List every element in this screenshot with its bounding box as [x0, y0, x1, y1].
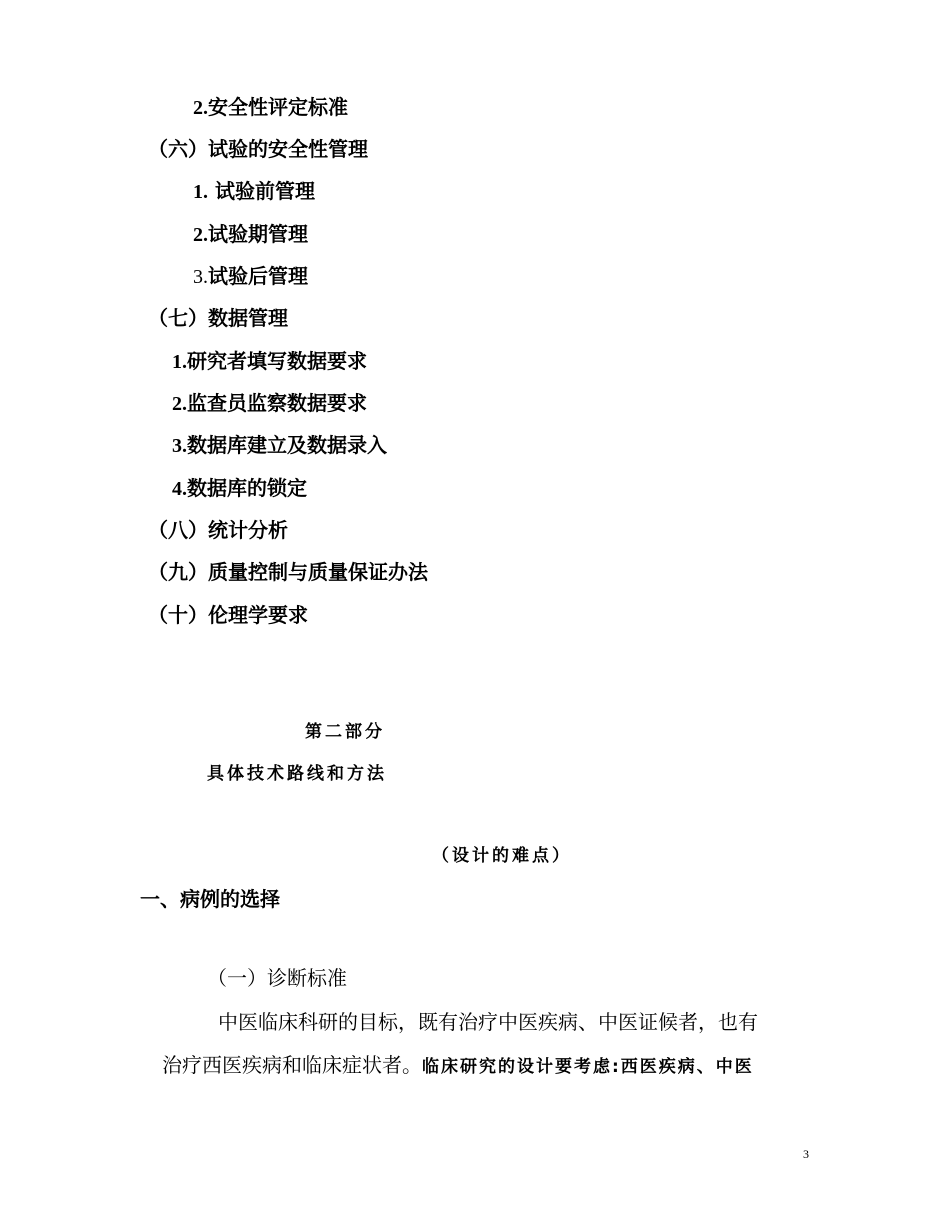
page-number: 3	[803, 1147, 809, 1161]
part2-subtitle: 具体技术路线和方法	[207, 764, 387, 784]
outline-section-6	[148, 139, 368, 159]
item-text: 试验后管理	[208, 264, 308, 288]
item-text: 数据库的锁定	[187, 476, 307, 500]
section-text: （八）统计分析	[148, 518, 288, 542]
item-number: 3.	[193, 266, 208, 288]
outline-item-monitor-data	[172, 393, 367, 414]
outline-item-pre-trial	[193, 181, 315, 202]
paragraph-emphasis-text: 临床研究的设计要考虑:西医疾病、中医	[422, 1057, 754, 1077]
item-text: 研究者填写数据要求	[187, 349, 367, 373]
item-number: 1.	[172, 351, 187, 373]
outline-item-safety-criteria	[193, 97, 348, 118]
item-number: 2.	[193, 97, 208, 119]
item-text: 试验前管理	[208, 179, 315, 203]
paragraph-plain-text: 治疗西医疾病和临床症状者。	[162, 1053, 422, 1077]
outline-item-post-trial	[193, 266, 308, 287]
part2-note: （设计的难点）	[432, 846, 572, 866]
item-number: 2.	[193, 224, 208, 246]
item-number: 1.	[193, 181, 208, 203]
item-number: 2.	[172, 393, 187, 415]
section1-sub-heading: （一）诊断标准	[207, 966, 347, 990]
section-text: （十）伦理学要求	[148, 603, 308, 627]
item-number: 4.	[172, 478, 187, 500]
item-number: 3.	[172, 435, 187, 457]
section1-heading: 一、病例的选择	[140, 887, 280, 911]
outline-section-9	[148, 562, 428, 582]
outline-item-database-lock	[172, 478, 307, 499]
outline-item-during-trial	[193, 224, 308, 245]
paragraph-line-2	[162, 1055, 754, 1076]
paragraph-line-1: 中医临床科研的目标，既有治疗中医疾病、中医证候者，也有	[218, 1010, 758, 1034]
outline-section-10	[148, 605, 308, 625]
section-text: （九）质量控制与质量保证办法	[148, 560, 428, 584]
outline-section-7	[148, 308, 288, 328]
outline-section-8	[148, 520, 288, 540]
section-text: （七）数据管理	[148, 306, 288, 330]
part2-title: 第二部分	[305, 722, 385, 742]
item-text: 数据库建立及数据录入	[187, 433, 387, 457]
item-text: 安全性评定标准	[208, 95, 348, 119]
item-text: 试验期管理	[208, 222, 308, 246]
outline-item-database-entry	[172, 435, 387, 456]
item-text: 监查员监察数据要求	[187, 391, 367, 415]
section-text: （六）试验的安全性管理	[148, 137, 368, 161]
outline-item-researcher-data	[172, 351, 367, 372]
